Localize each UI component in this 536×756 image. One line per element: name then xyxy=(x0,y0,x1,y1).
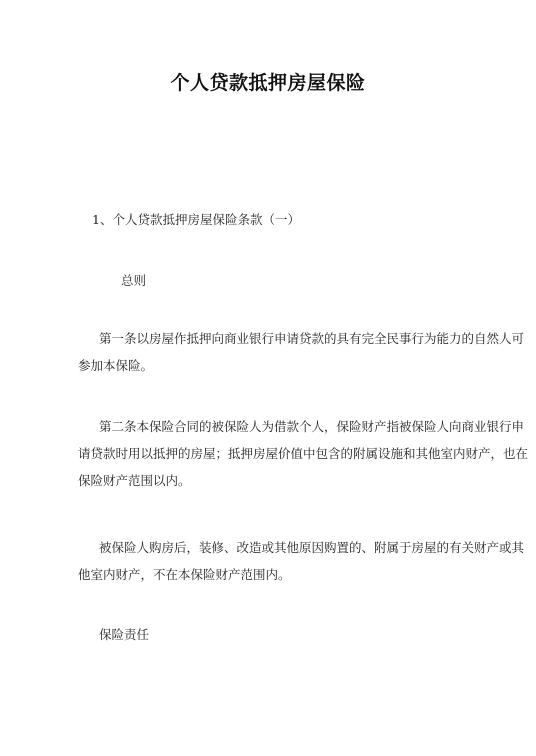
document-title: 个人贷款抵押房屋保险 xyxy=(170,72,366,94)
article-2-line-3: 保险财产范围以内。 xyxy=(78,473,191,488)
liability-heading: 保险责任 xyxy=(99,627,150,642)
article-2-line-2: 请贷款时用以抵押的房屋；抵押房屋价值中包含的附属设施和其他室内财产，也在 xyxy=(78,446,529,461)
article-1-line-2: 参加本保险。 xyxy=(78,358,154,373)
article-1-line-1: 第一条以房屋作抵押向商业银行申请贷款的具有完全民事行为能力的自然人可 xyxy=(99,331,525,346)
exclusion-line-2: 他室内财产，不在本保险财产范围内。 xyxy=(78,567,291,582)
article-1-paragraph xyxy=(78,325,525,379)
article-2-line-1: 第二条本保险合同的被保险人为借款个人，保险财产指被保险人向商业银行申 xyxy=(99,419,525,434)
exclusion-line-1: 被保险人购房后，装修、改造或其他原因购置的、附属于房屋的有关财产或其 xyxy=(99,540,525,555)
article-2-paragraph xyxy=(78,413,529,494)
general-heading: 总则 xyxy=(121,273,147,288)
exclusion-paragraph xyxy=(78,534,525,588)
section-heading: 1、个人贷款抵押房屋保险条款（一） xyxy=(92,212,300,227)
